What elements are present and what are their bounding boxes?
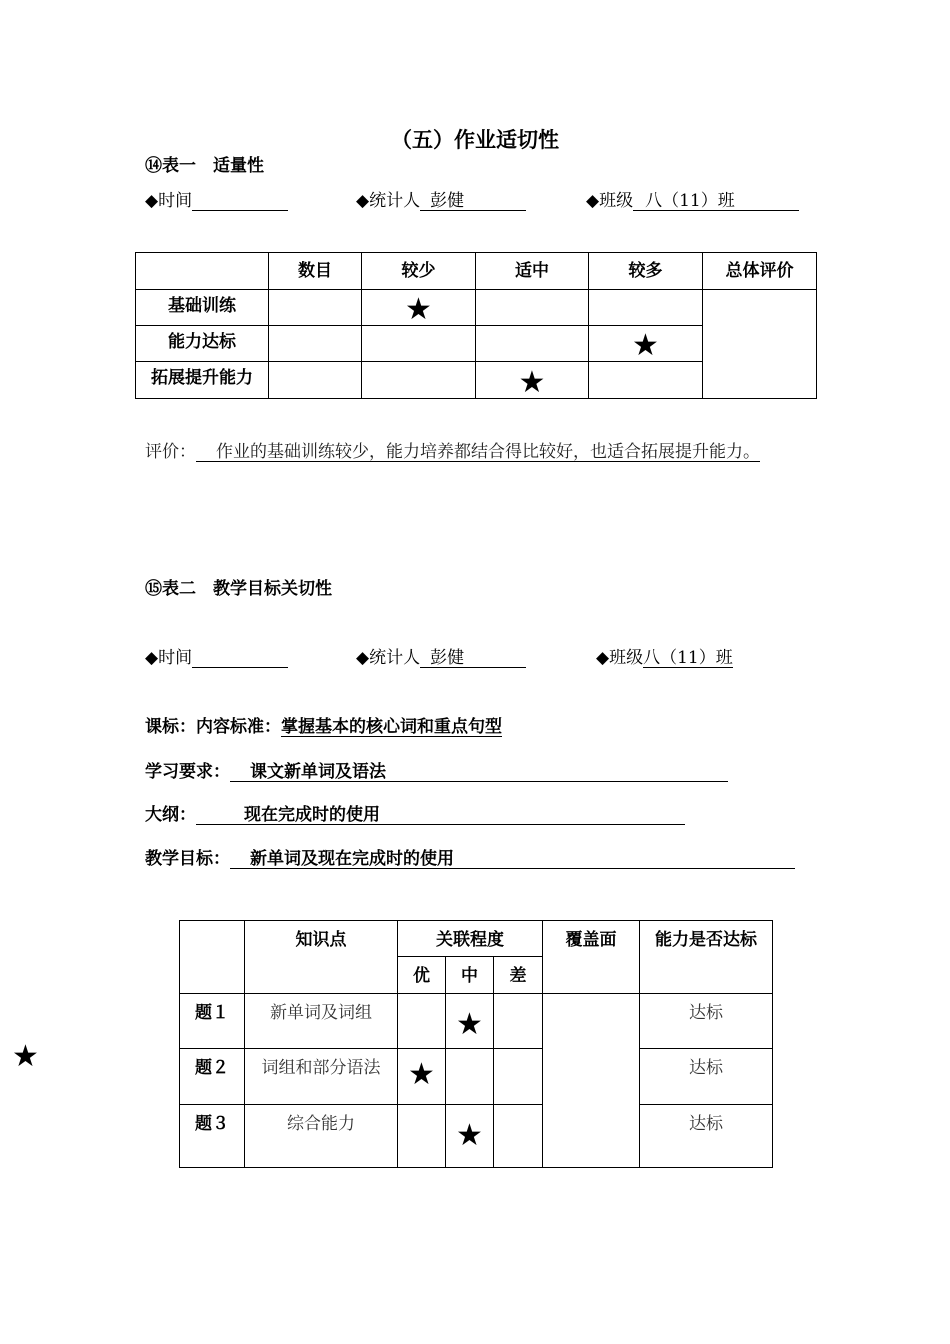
row-label: 基础训练 — [136, 290, 269, 326]
table-row — [180, 994, 773, 1049]
cell — [398, 1105, 446, 1168]
table-row — [180, 1105, 773, 1168]
class-value: 八（11）班 — [643, 648, 733, 668]
header-cell: 适中 — [476, 253, 589, 290]
cell — [589, 290, 703, 326]
cell — [494, 1049, 543, 1105]
cell — [446, 1105, 494, 1168]
objective-table — [179, 920, 773, 1168]
header-cell: 较多 — [589, 253, 703, 290]
goal-value: 新单词及现在完成时的使用 — [230, 850, 795, 869]
cell — [269, 362, 362, 399]
table-row — [136, 290, 817, 326]
table1-stat-field — [356, 186, 526, 211]
class-label: ◆班级 — [596, 648, 644, 668]
table2-class-field — [596, 643, 733, 668]
cell — [446, 994, 494, 1049]
header-cell: 较少 — [362, 253, 476, 290]
knowledge-cell: 综合能力 — [245, 1105, 398, 1168]
class-label: ◆班级 — [586, 191, 634, 211]
outline-label: 大纲： — [145, 805, 196, 825]
row-label: 能力达标 — [136, 326, 269, 362]
header-ability: 能力是否达标 — [640, 921, 773, 994]
cell — [398, 1049, 446, 1105]
cell — [362, 326, 476, 362]
time-label: ◆时间 — [145, 191, 193, 211]
cell — [446, 1049, 494, 1105]
table1-class-field — [586, 186, 799, 211]
subheader-good: 优 — [398, 957, 446, 994]
row-label: 题２ — [180, 1049, 245, 1105]
stat-value: 彭健 — [420, 192, 526, 211]
ability-cell: 达标 — [640, 1049, 773, 1105]
requirement-label: 学习要求： — [145, 762, 230, 782]
cell — [362, 362, 476, 399]
table2-heading: ⑮表二 教学目标关切性 — [145, 579, 332, 599]
header-relevance: 关联程度 — [398, 921, 543, 957]
subheader-mid: 中 — [446, 957, 494, 994]
outline-line — [145, 800, 685, 825]
quantity-table — [135, 252, 817, 399]
header-cell — [136, 253, 269, 290]
evaluation-label: 评价： — [145, 442, 196, 462]
cell — [362, 290, 476, 326]
row-label: 题３ — [180, 1105, 245, 1168]
knowledge-cell: 词组和部分语法 — [245, 1049, 398, 1105]
curriculum-value: 掌握基本的核心词和重点句型 — [281, 717, 502, 737]
header-cell — [180, 921, 245, 994]
time-blank — [192, 649, 288, 668]
stat-label: ◆统计人 — [356, 191, 421, 211]
star-icon: ★ — [12, 1039, 39, 1074]
cell — [494, 1105, 543, 1168]
time-blank — [192, 192, 288, 211]
star-icon: ★ — [408, 1057, 435, 1092]
class-value: 八（11）班 — [633, 192, 799, 211]
requirement-line — [145, 757, 728, 782]
star-icon: ★ — [632, 328, 659, 363]
stat-label: ◆统计人 — [356, 648, 421, 668]
header-knowledge: 知识点 — [245, 921, 398, 994]
knowledge-cell: 新单词及词组 — [245, 994, 398, 1049]
table2-stat-field — [356, 643, 526, 668]
header-cell: 总体评价 — [703, 253, 817, 290]
requirement-value: 课文新单词及语法 — [230, 763, 728, 782]
star-icon: ★ — [518, 365, 546, 400]
cell — [269, 326, 362, 362]
time-label: ◆时间 — [145, 648, 193, 668]
ability-cell: 达标 — [640, 994, 773, 1049]
goal-line — [145, 844, 795, 869]
goal-label: 教学目标： — [145, 849, 230, 869]
curriculum-label: 课标：内容标准： — [145, 717, 281, 737]
evaluation-text: 作业的基础训练较少，能力培养都结合得比较好，也适合拓展提升能力。 — [196, 443, 760, 462]
header-cell: 数目 — [269, 253, 362, 290]
star-icon: ★ — [456, 1118, 483, 1153]
outline-value: 现在完成时的使用 — [196, 806, 685, 825]
coverage-cell — [543, 994, 640, 1168]
page-title: （五）作业适切性 — [391, 128, 559, 152]
cell — [494, 994, 543, 1049]
cell — [398, 994, 446, 1049]
table-header-row — [136, 253, 817, 290]
curriculum-line — [145, 712, 502, 737]
cell — [589, 362, 703, 399]
cell — [269, 290, 362, 326]
subheader-poor: 差 — [494, 957, 543, 994]
ability-cell: 达标 — [640, 1105, 773, 1168]
table2-time-field — [145, 643, 288, 668]
cell — [476, 326, 589, 362]
table-header-row — [180, 921, 773, 957]
header-coverage: 覆盖面 — [543, 921, 640, 994]
star-icon: ★ — [405, 292, 432, 327]
stat-value: 彭健 — [420, 649, 526, 668]
cell — [476, 362, 589, 399]
star-icon: ★ — [456, 1007, 483, 1042]
table-row — [180, 1049, 773, 1105]
overall-evaluation-cell — [703, 290, 817, 399]
cell — [476, 290, 589, 326]
table1-heading: ⑭表一 适量性 — [145, 156, 264, 176]
evaluation-line — [145, 437, 760, 462]
cell — [589, 326, 703, 362]
table1-time-field — [145, 186, 288, 211]
row-label: 拓展提升能力 — [136, 362, 269, 399]
row-label: 题１ — [180, 994, 245, 1049]
